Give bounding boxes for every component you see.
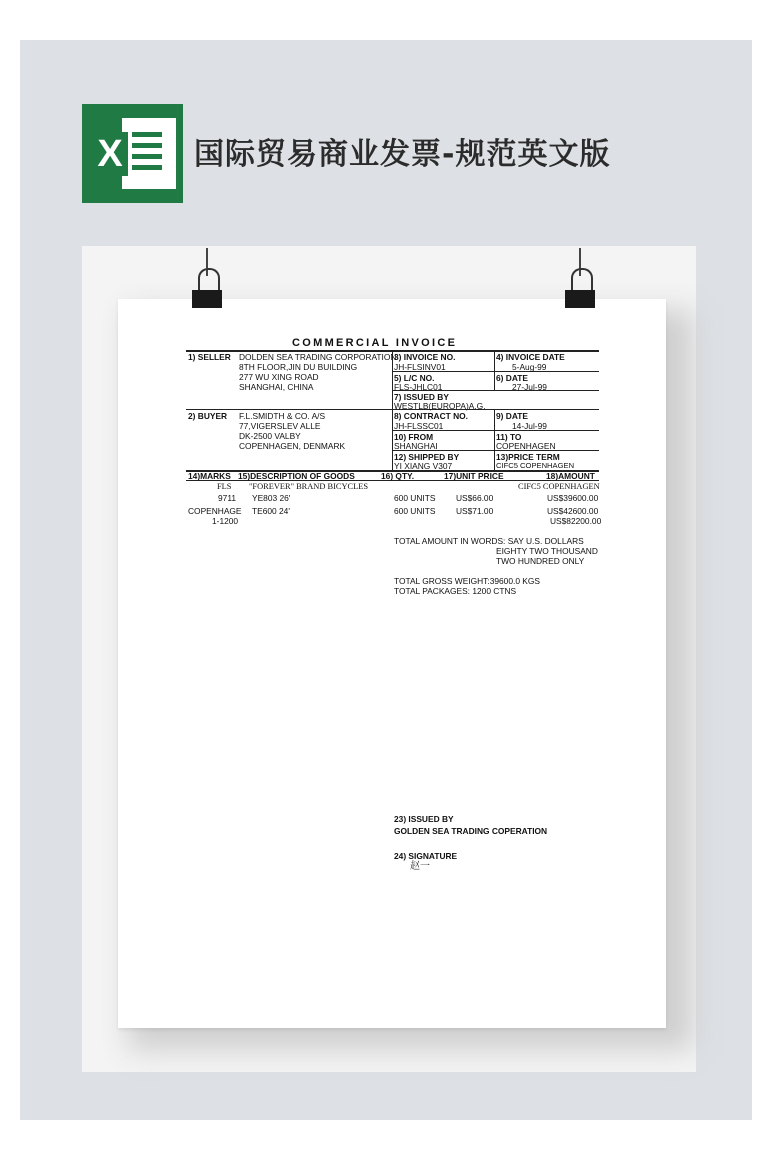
col-description: 15)DESCRIPTION OF GOODS xyxy=(238,471,355,481)
row-qty: 600 UNITS xyxy=(394,493,436,503)
row-marks: 9711 xyxy=(218,493,237,503)
goods-description-header: "FOREVER" BRAND BICYCLES xyxy=(249,482,368,491)
goods-marks-header: FLS xyxy=(217,482,232,491)
col-unit-price: 17)UNIT PRICE xyxy=(444,471,504,481)
row-marks: COPENHAGE xyxy=(188,506,242,516)
seller-line: DOLDEN SEA TRADING CORPORATION xyxy=(239,352,397,362)
row-unit-price: US$71.00 xyxy=(456,506,494,516)
buyer-line: 77,VIGERSLEV ALLE xyxy=(239,421,321,431)
page-title: 国际贸易商业发票-规范英文版 xyxy=(194,137,611,172)
total-words-line: TWO HUNDRED ONLY xyxy=(496,556,585,566)
price-term-value: CIFC5 COPENHAGEN xyxy=(496,461,575,470)
row-amount: US$39600.00 xyxy=(547,493,599,503)
date9-label: 9) DATE xyxy=(496,411,528,421)
lc-no-value: FLS-JHLC01 xyxy=(394,382,443,392)
seller-label: 1) SELLER xyxy=(188,352,231,362)
to-value: COPENHAGEN xyxy=(496,441,556,451)
buyer-line: COPENHAGEN, DENMARK xyxy=(239,441,346,451)
row-description: YE803 26' xyxy=(252,493,291,503)
issued-by23-value: GOLDEN SEA TRADING COPERATION xyxy=(394,826,548,836)
invoice-no-label: 3) INVOICE NO. xyxy=(394,352,456,362)
price-term-label: 13)PRICE TERM xyxy=(496,452,560,462)
rule-v-right-a xyxy=(494,350,495,391)
col-marks: 14)MARKS xyxy=(188,471,231,481)
binder-clip-left-icon xyxy=(192,248,224,310)
total-words-line: TOTAL AMOUNT IN WORDS: SAY U.S. DOLLARS xyxy=(394,536,584,546)
seller-line: 277 WU XING ROAD xyxy=(239,372,319,382)
issued-by7-label: 7) ISSUED BY xyxy=(394,392,449,402)
to-label: 11) TO xyxy=(496,432,522,442)
from-label: 10) FROM xyxy=(394,432,434,442)
contract-no-label: 8) CONTRACT NO. xyxy=(394,411,468,421)
row-qty: 600 UNITS xyxy=(394,506,436,516)
contract-no-value: JH-FLSSC01 xyxy=(394,421,444,431)
marks-extra: 1-1200 xyxy=(212,516,239,526)
buyer-line: DK-2500 VALBY xyxy=(239,431,301,441)
from-value: SHANGHAI xyxy=(394,441,438,451)
col-amount: 18)AMOUNT xyxy=(546,471,595,481)
row-unit-price: US$66.00 xyxy=(456,493,494,503)
lc-no-label: 5) L/C NO. xyxy=(394,373,435,383)
sheet-lines xyxy=(132,132,162,176)
signature-label: 24) SIGNATURE xyxy=(394,851,458,861)
date6-value: 27-Jul-99 xyxy=(512,382,547,392)
total-packages: TOTAL PACKAGES: 1200 CTNS xyxy=(394,586,517,596)
col-qty: 16) QTY. xyxy=(381,471,415,481)
goods-amount-header: CIFC5 COPENHAGEN xyxy=(518,482,600,491)
buyer-label: 2) BUYER xyxy=(188,411,228,421)
seller-line: SHANGHAI, CHINA xyxy=(239,382,314,392)
shipped-by-value: YI XIANG V307 xyxy=(394,461,453,471)
row-amount: US$42600.00 xyxy=(547,506,599,516)
invoice-date-label: 4) INVOICE DATE xyxy=(496,352,565,362)
date9-value: 14-Jul-99 xyxy=(512,421,547,431)
row-description: TE600 24' xyxy=(252,506,290,516)
issued-by23-label: 23) ISSUED BY xyxy=(394,814,454,824)
buyer-line: F.L.SMIDTH & CO. A/S xyxy=(239,411,326,421)
issued-by7-value: WESTLB(EUROPA)A.G. xyxy=(394,401,486,411)
date6-label: 6) DATE xyxy=(496,373,528,383)
binder-clip-right-icon xyxy=(565,248,597,310)
invoice-no-value: JH-FLSINV01 xyxy=(394,362,446,372)
logo-letter: X xyxy=(92,132,128,176)
invoice-title: COMMERCIAL INVOICE xyxy=(292,337,458,349)
total-amount: US$82200.00 xyxy=(550,516,602,526)
excel-icon xyxy=(82,104,183,203)
invoice-date-value: 5-Aug-99 xyxy=(512,362,547,372)
signature-value: 赵一 xyxy=(410,861,430,872)
rule-v-right-b xyxy=(494,409,495,470)
total-words-line: EIGHTY TWO THOUSAND xyxy=(496,546,598,556)
shipped-by-label: 12) SHIPPED BY xyxy=(394,452,460,462)
rule-v-mid xyxy=(392,350,393,470)
seller-line: 8TH FLOOR,JIN DU BUILDING xyxy=(239,362,358,372)
gross-weight: TOTAL GROSS WEIGHT:39600.0 KGS xyxy=(394,576,540,586)
